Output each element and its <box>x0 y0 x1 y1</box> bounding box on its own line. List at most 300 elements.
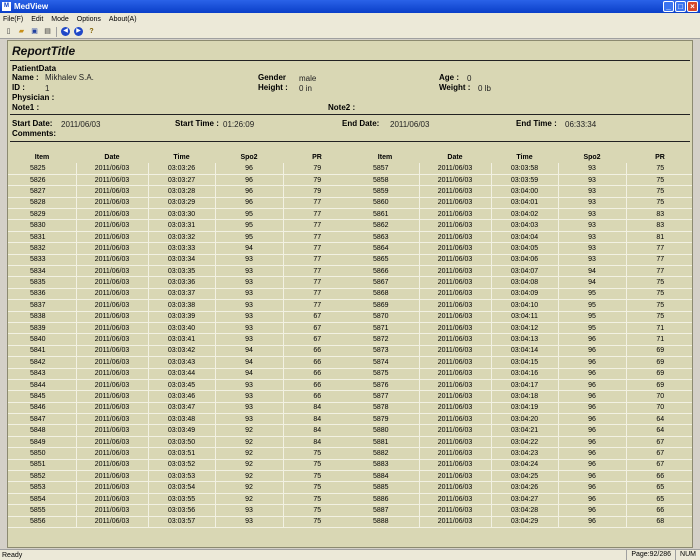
table-cell: 96 <box>558 516 626 527</box>
table-cell: 96 <box>558 391 626 402</box>
table-cell: 2011/06/03 <box>76 288 148 299</box>
status-page: Page:92/286 <box>626 550 675 560</box>
table-cell: 2011/06/03 <box>419 163 491 174</box>
table-cell: 5882 <box>351 448 419 459</box>
table-row <box>351 334 693 345</box>
table-cell: 2011/06/03 <box>419 277 491 288</box>
table-cell: 93 <box>215 334 283 345</box>
table-cell: 77 <box>626 243 693 254</box>
table-cell: 67 <box>283 322 351 333</box>
table-cell: 69 <box>626 345 693 356</box>
table-row <box>351 379 693 390</box>
age-label: Age : <box>439 73 459 82</box>
table-cell: 5884 <box>351 471 419 482</box>
table-row <box>351 220 693 231</box>
column-header: Item <box>377 154 393 161</box>
table-cell: 5828 <box>8 197 76 208</box>
table-cell: 5834 <box>8 266 76 277</box>
report-page <box>7 40 693 548</box>
table-cell: 03:04:08 <box>491 277 558 288</box>
table-row <box>351 163 693 174</box>
table-row <box>8 231 351 242</box>
table-cell: 67 <box>283 334 351 345</box>
table-row <box>8 448 351 459</box>
patient-data-header: PatientData <box>12 64 57 73</box>
table-cell: 95 <box>558 300 626 311</box>
table-cell: 5846 <box>8 402 76 413</box>
table-row <box>351 322 693 333</box>
table-cell: 03:04:09 <box>491 288 558 299</box>
table-cell: 77 <box>283 288 351 299</box>
table-row <box>8 266 351 277</box>
toolbar-separator <box>56 27 57 37</box>
table-cell: 95 <box>558 311 626 322</box>
table-cell: 93 <box>558 254 626 265</box>
height-label: Height : <box>258 83 288 92</box>
table-cell: 66 <box>283 368 351 379</box>
table-cell: 5876 <box>351 379 419 390</box>
table-cell: 2011/06/03 <box>76 391 148 402</box>
table-cell: 2011/06/03 <box>419 243 491 254</box>
table-row <box>351 345 693 356</box>
table-cell: 03:03:32 <box>148 231 215 242</box>
table-cell: 69 <box>626 357 693 368</box>
table-cell: 96 <box>558 459 626 470</box>
table-cell: 93 <box>558 197 626 208</box>
table-cell: 66 <box>283 379 351 390</box>
table-cell: 2011/06/03 <box>76 231 148 242</box>
table-cell: 03:03:56 <box>148 505 215 516</box>
table-cell: 2011/06/03 <box>76 243 148 254</box>
table-cell: 5885 <box>351 482 419 493</box>
table-cell: 03:04:25 <box>491 471 558 482</box>
table-cell: 5856 <box>8 516 76 527</box>
table-cell: 5841 <box>8 345 76 356</box>
table-cell: 2011/06/03 <box>419 391 491 402</box>
column-header: PR <box>312 154 322 161</box>
table-cell: 75 <box>626 174 693 185</box>
table-cell: 03:04:13 <box>491 334 558 345</box>
table-cell: 94 <box>215 345 283 356</box>
toolbar <box>0 25 700 39</box>
table-cell: 03:03:29 <box>148 197 215 208</box>
table-cell: 5881 <box>351 436 419 447</box>
table-cell: 75 <box>283 516 351 527</box>
next-page-icon[interactable]: ▶ <box>74 27 83 36</box>
table-cell: 2011/06/03 <box>419 448 491 459</box>
table-cell: 92 <box>215 482 283 493</box>
table-cell: 83 <box>626 209 693 220</box>
table-cell: 75 <box>626 277 693 288</box>
note2-label: Note2 : <box>328 103 356 112</box>
start-date-label: Start Date: <box>12 119 53 128</box>
table-cell: 5864 <box>351 243 419 254</box>
table-row <box>8 243 351 254</box>
table-cell: 67 <box>626 448 693 459</box>
table-row <box>351 471 693 482</box>
table-cell: 03:04:23 <box>491 448 558 459</box>
table-cell: 03:03:44 <box>148 368 215 379</box>
table-cell: 03:03:34 <box>148 254 215 265</box>
table-cell: 92 <box>215 471 283 482</box>
table-cell: 95 <box>558 288 626 299</box>
table-cell: 5844 <box>8 379 76 390</box>
table-cell: 5870 <box>351 311 419 322</box>
start-time-value: 01:26:09 <box>223 120 255 129</box>
table-cell: 03:04:21 <box>491 425 558 436</box>
table-cell: 2011/06/03 <box>419 231 491 242</box>
end-time-label: End Time : <box>516 119 557 128</box>
table-cell: 79 <box>283 163 351 174</box>
table-cell: 5849 <box>8 436 76 447</box>
column-header: Time <box>173 154 190 161</box>
table-cell: 03:03:37 <box>148 288 215 299</box>
table-cell: 93 <box>215 300 283 311</box>
table-row <box>8 482 351 493</box>
table-cell: 93 <box>558 231 626 242</box>
table-row <box>351 300 693 311</box>
table-cell: 03:03:49 <box>148 425 215 436</box>
title-divider <box>10 60 690 61</box>
table-cell: 2011/06/03 <box>419 482 491 493</box>
table-cell: 03:04:16 <box>491 368 558 379</box>
id-label: ID : <box>12 83 25 92</box>
table-cell: 5843 <box>8 368 76 379</box>
table-cell: 5887 <box>351 505 419 516</box>
table-cell: 5874 <box>351 357 419 368</box>
table-cell: 5825 <box>8 163 76 174</box>
table-cell: 96 <box>558 345 626 356</box>
table-cell: 5837 <box>8 300 76 311</box>
window-title: MedView <box>14 2 49 11</box>
open-icon[interactable]: ▰ <box>18 28 25 35</box>
table-row <box>351 402 693 413</box>
table-cell: 2011/06/03 <box>419 266 491 277</box>
table-cell: 96 <box>558 493 626 504</box>
close-button[interactable]: × <box>687 1 698 12</box>
table-row <box>351 391 693 402</box>
table-cell: 2011/06/03 <box>76 322 148 333</box>
print-icon[interactable]: ▤ <box>44 28 51 35</box>
table-cell: 2011/06/03 <box>419 209 491 220</box>
table-cell: 2011/06/03 <box>419 300 491 311</box>
table-cell: 03:04:15 <box>491 357 558 368</box>
table-cell: 84 <box>283 425 351 436</box>
table-cell: 93 <box>215 266 283 277</box>
table-cell: 2011/06/03 <box>419 459 491 470</box>
table-cell: 03:04:06 <box>491 254 558 265</box>
table-row <box>8 254 351 265</box>
table-cell: 92 <box>215 493 283 504</box>
table-cell: 2011/06/03 <box>419 505 491 516</box>
table-cell: 5829 <box>8 209 76 220</box>
weight-value: 0 lb <box>478 84 491 93</box>
table-row <box>8 505 351 516</box>
table-cell: 92 <box>215 448 283 459</box>
table-cell: 5854 <box>8 493 76 504</box>
table-row <box>351 448 693 459</box>
table-cell: 03:04:05 <box>491 243 558 254</box>
table-cell: 84 <box>283 402 351 413</box>
table-cell: 5875 <box>351 368 419 379</box>
table-cell: 5833 <box>8 254 76 265</box>
table-cell: 03:04:14 <box>491 345 558 356</box>
maximize-button[interactable]: □ <box>675 1 686 12</box>
table-cell: 2011/06/03 <box>76 357 148 368</box>
note1-label: Note1 : <box>12 103 40 112</box>
session-divider <box>10 141 690 142</box>
table-row <box>8 197 351 208</box>
table-cell: 75 <box>626 311 693 322</box>
table-cell: 5867 <box>351 277 419 288</box>
table-cell: 83 <box>626 220 693 231</box>
table-cell: 96 <box>215 174 283 185</box>
status-ready: Ready <box>2 551 23 559</box>
table-cell: 2011/06/03 <box>419 436 491 447</box>
new-icon[interactable]: ▯ <box>6 28 11 35</box>
table-cell: 5877 <box>351 391 419 402</box>
table-row <box>351 231 693 242</box>
table-cell: 96 <box>558 357 626 368</box>
table-cell: 2011/06/03 <box>76 334 148 345</box>
table-cell: 03:04:01 <box>491 197 558 208</box>
table-cell: 79 <box>283 174 351 185</box>
table-cell: 5850 <box>8 448 76 459</box>
weight-label: Weight : <box>439 83 471 92</box>
table-cell: 5865 <box>351 254 419 265</box>
table-row <box>351 357 693 368</box>
table-cell: 71 <box>626 334 693 345</box>
table-cell: 71 <box>626 322 693 333</box>
table-cell: 2011/06/03 <box>76 402 148 413</box>
table-cell: 5868 <box>351 288 419 299</box>
table-cell: 03:04:03 <box>491 220 558 231</box>
report-title: ReportTitle <box>12 44 76 58</box>
end-time-value: 06:33:34 <box>565 120 597 129</box>
table-cell: 03:03:58 <box>491 163 558 174</box>
menu-mode[interactable]: Mode <box>51 15 69 23</box>
table-cell: 64 <box>626 425 693 436</box>
table-cell: 5888 <box>351 516 419 527</box>
table-cell: 2011/06/03 <box>76 163 148 174</box>
table-cell: 5839 <box>8 322 76 333</box>
table-cell: 5853 <box>8 482 76 493</box>
data-table-right <box>351 152 693 528</box>
table-cell: 75 <box>283 471 351 482</box>
column-header: PR <box>655 154 665 161</box>
table-cell: 75 <box>283 505 351 516</box>
table-cell: 2011/06/03 <box>76 505 148 516</box>
table-cell: 94 <box>215 368 283 379</box>
prev-page-icon[interactable]: ◀ <box>61 27 70 36</box>
table-cell: 03:03:39 <box>148 311 215 322</box>
table-cell: 2011/06/03 <box>76 174 148 185</box>
table-cell: 2011/06/03 <box>419 334 491 345</box>
table-cell: 67 <box>283 311 351 322</box>
table-cell: 96 <box>558 379 626 390</box>
table-cell: 03:03:57 <box>148 516 215 527</box>
table-cell: 5873 <box>351 345 419 356</box>
menu-bar <box>0 13 700 25</box>
table-cell: 03:03:48 <box>148 414 215 425</box>
table-cell: 2011/06/03 <box>76 209 148 220</box>
table-cell: 96 <box>558 482 626 493</box>
table-cell: 2011/06/03 <box>76 482 148 493</box>
table-cell: 03:04:28 <box>491 505 558 516</box>
table-cell: 03:03:53 <box>148 471 215 482</box>
table-cell: 2011/06/03 <box>419 425 491 436</box>
table-cell: 69 <box>626 379 693 390</box>
table-cell: 03:03:47 <box>148 402 215 413</box>
table-cell: 03:04:19 <box>491 402 558 413</box>
table-row <box>351 277 693 288</box>
table-cell: 2011/06/03 <box>419 471 491 482</box>
table-row <box>8 163 351 174</box>
table-cell: 93 <box>215 391 283 402</box>
table-cell: 5857 <box>351 163 419 174</box>
table-cell: 5840 <box>8 334 76 345</box>
table-cell: 94 <box>558 277 626 288</box>
table-row <box>8 345 351 356</box>
window-controls <box>663 1 698 12</box>
title-bar <box>0 0 700 13</box>
table-cell: 5831 <box>8 231 76 242</box>
start-time-label: Start Time : <box>175 119 219 128</box>
table-cell: 5872 <box>351 334 419 345</box>
status-num: NUM <box>675 550 700 560</box>
table-cell: 2011/06/03 <box>419 254 491 265</box>
menu-about[interactable]: About(A) <box>108 15 137 23</box>
table-cell: 03:03:27 <box>148 174 215 185</box>
end-date-label: End Date: <box>342 119 380 128</box>
table-row <box>351 254 693 265</box>
help-icon[interactable]: ? <box>89 28 94 35</box>
table-cell: 5860 <box>351 197 419 208</box>
table-row <box>351 482 693 493</box>
table-cell: 03:03:28 <box>148 186 215 197</box>
table-cell: 03:03:43 <box>148 357 215 368</box>
physician-label: Physician : <box>12 93 55 102</box>
table-cell: 93 <box>558 209 626 220</box>
table-cell: 96 <box>558 402 626 413</box>
table-row <box>351 459 693 470</box>
table-cell: 93 <box>215 288 283 299</box>
table-cell: 2011/06/03 <box>419 414 491 425</box>
table-cell: 93 <box>215 516 283 527</box>
table-cell: 03:03:33 <box>148 243 215 254</box>
table-row <box>8 300 351 311</box>
table-row <box>8 186 351 197</box>
table-cell: 5848 <box>8 425 76 436</box>
table-row <box>8 414 351 425</box>
table-cell: 2011/06/03 <box>76 493 148 504</box>
menu-edit[interactable]: Edit <box>31 15 44 23</box>
table-cell: 2011/06/03 <box>76 345 148 356</box>
table-cell: 77 <box>283 231 351 242</box>
table-cell: 75 <box>626 300 693 311</box>
table-cell: 2011/06/03 <box>419 493 491 504</box>
table-cell: 2011/06/03 <box>419 186 491 197</box>
table-cell: 03:04:02 <box>491 209 558 220</box>
table-cell: 03:03:40 <box>148 322 215 333</box>
table-row <box>8 459 351 470</box>
table-row <box>8 425 351 436</box>
table-cell: 03:03:55 <box>148 493 215 504</box>
table-cell: 93 <box>558 186 626 197</box>
table-cell: 84 <box>283 414 351 425</box>
table-cell: 03:04:12 <box>491 322 558 333</box>
table-cell: 95 <box>558 322 626 333</box>
table-cell: 5832 <box>8 243 76 254</box>
table-cell: 96 <box>558 436 626 447</box>
name-label: Name : <box>12 73 39 82</box>
table-cell: 68 <box>626 516 693 527</box>
minimize-button[interactable]: _ <box>663 1 674 12</box>
table-cell: 70 <box>626 402 693 413</box>
table-cell: 96 <box>558 334 626 345</box>
table-cell: 5886 <box>351 493 419 504</box>
table-row <box>351 516 693 527</box>
table-cell: 96 <box>215 163 283 174</box>
table-cell: 96 <box>215 186 283 197</box>
table-cell: 2011/06/03 <box>76 516 148 527</box>
column-header: Time <box>516 154 533 161</box>
table-cell: 03:04:20 <box>491 414 558 425</box>
table-row <box>351 174 693 185</box>
table-cell: 03:03:35 <box>148 266 215 277</box>
table-cell: 5855 <box>8 505 76 516</box>
save-icon[interactable]: ▣ <box>31 28 38 35</box>
table-cell: 92 <box>215 425 283 436</box>
table-cell: 79 <box>283 186 351 197</box>
table-row <box>351 505 693 516</box>
table-row <box>8 174 351 185</box>
table-cell: 5883 <box>351 459 419 470</box>
table-cell: 65 <box>626 482 693 493</box>
table-row <box>351 368 693 379</box>
table-cell: 5835 <box>8 277 76 288</box>
table-cell: 5880 <box>351 425 419 436</box>
table-cell: 96 <box>558 505 626 516</box>
table-cell: 03:04:07 <box>491 266 558 277</box>
table-cell: 5838 <box>8 311 76 322</box>
table-cell: 95 <box>215 209 283 220</box>
table-row <box>351 311 693 322</box>
menu-file[interactable]: File(F) <box>3 15 24 23</box>
table-cell: 5836 <box>8 288 76 299</box>
table-cell: 93 <box>558 220 626 231</box>
table-cell: 2011/06/03 <box>76 448 148 459</box>
table-row <box>8 322 351 333</box>
table-row <box>351 243 693 254</box>
column-header: Item <box>34 154 50 161</box>
table-cell: 96 <box>558 448 626 459</box>
table-row <box>351 266 693 277</box>
end-date-value: 2011/06/03 <box>390 120 430 129</box>
table-row <box>8 402 351 413</box>
table-cell: 03:03:36 <box>148 277 215 288</box>
table-cell: 2011/06/03 <box>419 322 491 333</box>
table-cell: 93 <box>215 414 283 425</box>
menu-options[interactable]: Options <box>76 15 101 23</box>
table-cell: 03:03:38 <box>148 300 215 311</box>
table-cell: 66 <box>626 505 693 516</box>
status-bar <box>0 549 700 560</box>
table-cell: 5866 <box>351 266 419 277</box>
table-row <box>8 368 351 379</box>
table-cell: 2011/06/03 <box>76 414 148 425</box>
table-cell: 96 <box>558 471 626 482</box>
